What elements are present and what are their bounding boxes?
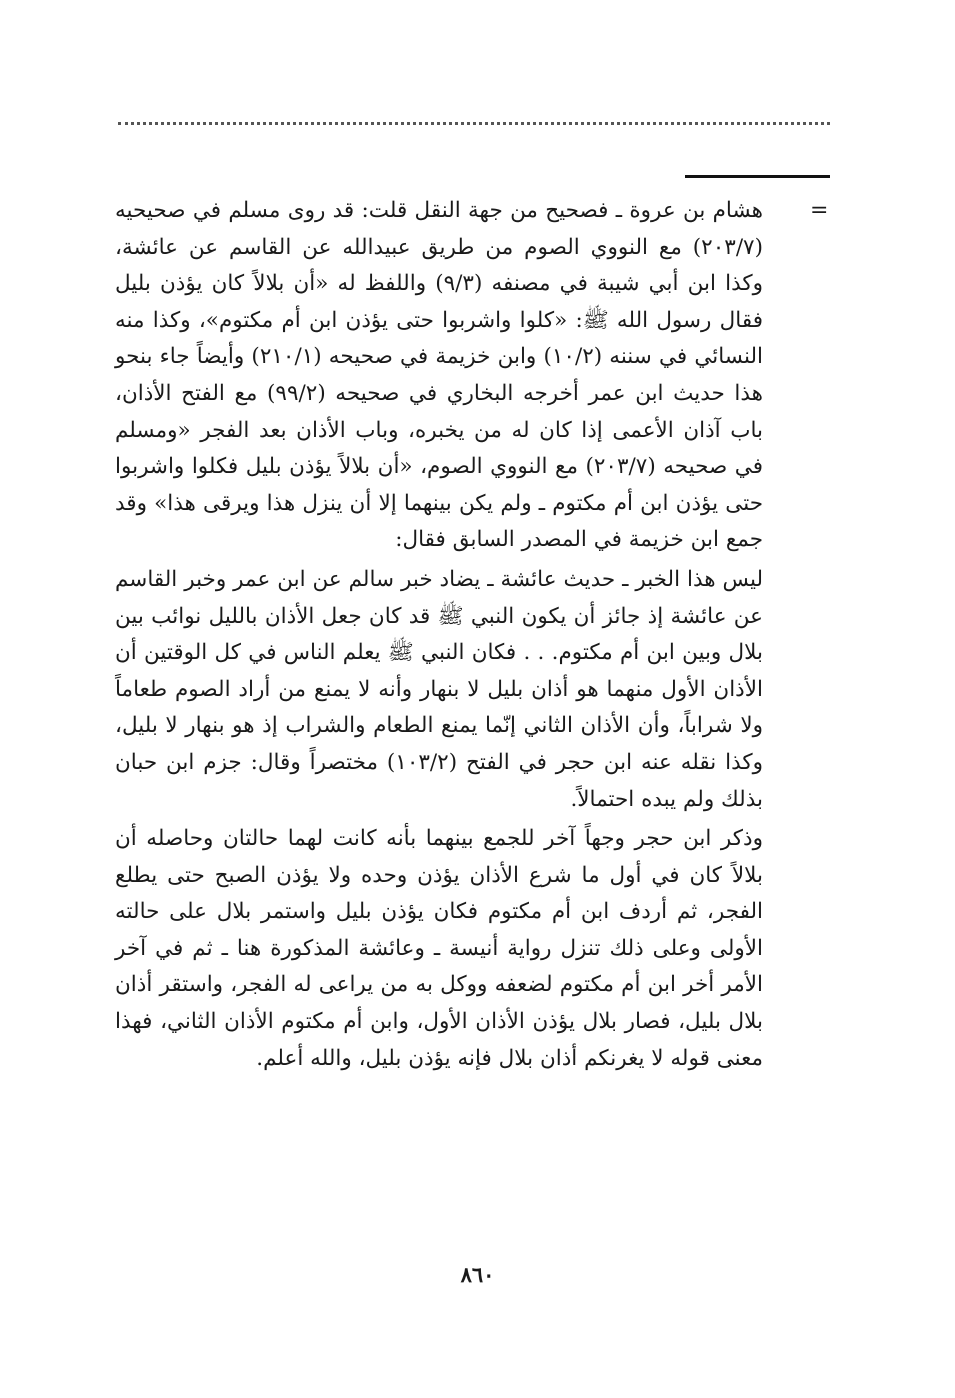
footnote-rule bbox=[685, 175, 830, 178]
page-number: ٨٦٠ bbox=[460, 1262, 495, 1287]
paragraph: هشام بن عروة ـ فصحيح من جهة النقل قلت: قد روى مسلم في صحيحيه (٢٠٣/٧) مع النووي الصوم من طريق عبيدالله عن القاسم عن عائشة، وكذا ابن أبي شيبة في مصنفه (٩/٣) واللفظ له «أن بلالاً كان يؤذن بليل فقال رسول الله ﷺ: «كلوا واشربوا حتى يؤذن ابن أم مكتوم»، وكذا منه النسائي في سننه (١٠/٢) وابن خزيمة في صحيحه (٢١٠/١) وأيضاً جاء بنحو هذا حديث ابن عمر أخرجه البخاري في صحيحه (٩٩/٢) مع الفتح الأذان، باب آذان الأعمى إذا كان له من يخبره، وباب الأذان بعد الفجر «ومسلم في صحيحه (٢٠٣/٧) مع النووي الصوم، «أن بلالاً يؤذن بليل فكلوا واشربوا حتى يؤذن ابن أم مكتوم ـ ولم يكن بينهما إلا أن ينزل هذا ويرقى هذا» وقد جمع ابن خزيمة في المصدر السابق فقال: bbox=[115, 198, 763, 553]
continuation-mark: = bbox=[810, 198, 829, 223]
paragraph: ليس هذا الخبر ـ حديث عائشة ـ يضاد خبر سالم عن ابن عمر وخبر القاسم عن عائشة إذ جائز أن يكون النبي ﷺ قد كان جعل الأذان بالليل نوائب بين بلال وبين ابن أم مكتوم. . . فكان النبي ﷺ يعلم الناس في كل الوقتين أن الأذان الأول منهما هو أذان بليل لا بنهار وأنه لا يمنع من أراد الصوم طعاماً ولا شراباً، وأن الأذان الثاني إنّما يمنع الطعام والشراب إذ هو بنهار لا بليل، وكذا نقله عنه ابن حجر في الفتح (١٠٣/٢) مختصراً وقال: جزم ابن حبان بذلك ولم يبده احتمالاً. bbox=[115, 566, 764, 812]
paragraph: وذكر ابن حجر وجهاً آخر للجمع بينهما بأنه كانت لهما حالتان وحاصله أن بلالاً كان في أول ما شرع الأذان يؤذن وحده ولا يؤذن الصبح حتى يطلع الفجر، ثم أردف ابن أم مكتوم فكان يؤذن بليل واستمر بلال على حالته الأولى وعلى ذلك تنزل رواية أنيسة ـ وعائشة المذكورة هنا ـ ثم في آخر الأمر أخر ابن أم مكتوم لضعفه ووكل به من يراعى له الفجر، واستقر أذان بلال بليل، فصار بلال يؤذن الأذان الأول، وابن أم مكتوم الأذان الثاني، فهذا معنى قوله لا يغرنكم أذان بلال فإنه يؤذن بليل، والله أعلم. bbox=[115, 826, 763, 1071]
footnote-text bbox=[115, 193, 763, 1077]
dotted-separator bbox=[118, 122, 830, 125]
